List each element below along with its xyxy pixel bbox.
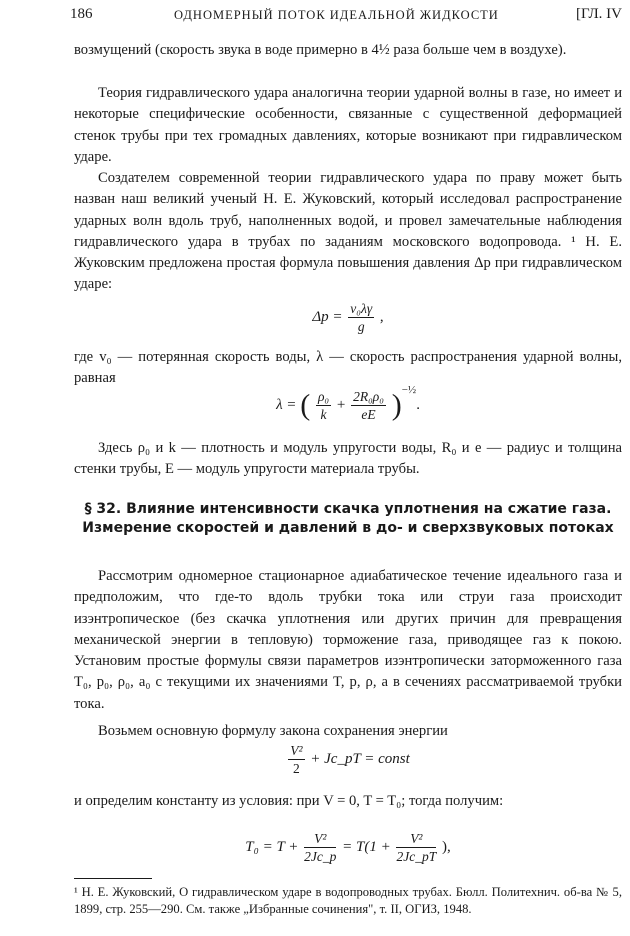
fraction: $\frac{\text{ρ₀}}{k}$ bbox=[317, 389, 330, 423]
paragraph-8: и определим константу из условия: при V = 0, T = T₀; тогда получим: bbox=[74, 793, 504, 809]
page-header bbox=[70, 6, 626, 28]
equation-energy: $\frac{\text{V²}}{2}$ + Jc_pT = const bbox=[290, 743, 410, 776]
paragraph-5: Здесь ρ₀ и k — плотность и модуль упругости воды, R₀ и e — радиус и толщина стенки трубы, E — модуль упругости материала трубы. bbox=[74, 440, 622, 478]
section-heading: § 32. Влияние интенсивности скачка уплотнения на сжатие газа. Измерение скоростей и давлений в до- и сверхзвуковых потоках bbox=[82, 501, 614, 536]
page-number: 186 bbox=[70, 6, 93, 22]
running-title: ОДНОМЕРНЫЙ ПОТОК ИДЕАЛЬНОЙ ЖИДКОСТИ bbox=[174, 8, 499, 22]
footnote-divider bbox=[74, 878, 152, 879]
paragraph-6: Рассмотрим одномерное стационарное адиабатическое течение идеального газа и предположим, что где-то вдоль трубки тока или струи газа происходит изэнтропическое (без скачка уплотнения или других причин для превращения механической энергии в тепловую) торможение газа, приводящее газ к покою. Установим простые формулы связи параметров изэнтропически заторможенного газа T₀, p₀, ρ₀, a₀ с текущими их значениями T, p, ρ, a в сечениях рассматриваемой трубки тока. bbox=[74, 568, 622, 712]
equation-delta-p: Δp = $\frac{\text{v₀λγ}}{g}$ , bbox=[312, 301, 384, 334]
equation-t0: T₀ = T + $\frac{\text{V²}}{2Jc\_p}$ = T(1 + $\frac{\text{V²}}{2Jc\_pT}$ ), bbox=[245, 831, 451, 864]
paragraph-2: Теория гидравлического удара аналогична теории ударной волны в газе, но имеет и некоторые специфические особенности, связанные с существенной деформацией стенок трубы при тех громадных давлениях, которые возникают при гидравлическом ударе. bbox=[74, 85, 622, 165]
paragraph-1: возмущений (скорость звука в воде примерно в 4½ раза больше чем в воздухе). bbox=[74, 42, 567, 58]
paragraph-3: Создателем современной теории гидравлического удара по праву может быть назван наш великий ученый Н. Е. Жуковский, который исследовал распространение ударных волн вдоль труб, наполненных водой, и провел замечательные наблюдения гидравлического удара в трубах по заданиям московского водопровода. ¹ Н. Е. Жуковским предложена простая формула повышения давления Δp при гидравлическом ударе: bbox=[74, 170, 622, 293]
fraction: $\frac{\text{V²}}{2Jc\_pT}$ bbox=[396, 831, 437, 864]
fraction: $\frac{\text{V²}}{2}$ bbox=[290, 743, 303, 776]
fraction: $\frac{\text{V²}}{2Jc\_p}$ bbox=[304, 831, 337, 864]
fraction: $\frac{\text{v₀λγ}}{g}$ bbox=[350, 301, 373, 334]
paragraph-4: где v₀ — потерянная скорость воды, λ — скорость распространения ударной волны, равная bbox=[74, 349, 622, 387]
paragraph-7: Возьмем основную формулу закона сохранения энергии bbox=[98, 723, 448, 739]
footnote: ¹ Н. Е. Жуковский, О гидравлическом ударе в водопроводных трубах. Бюлл. Политехнич. об-ва № 5, 1899, стр. 255—290. См. также „Избранные сочинения", т. II, ОГИЗ, 1948. bbox=[74, 885, 622, 916]
equation-lambda: λ = ( $\frac{\text{ρ₀}}{k}$ + $\frac{\text{2R₀ρ₀}}{eE}$ )$^{-\frac{1}{2}}$. bbox=[276, 384, 420, 423]
fraction: $\frac{\text{2R₀ρ₀}}{eE}$ bbox=[353, 389, 384, 423]
chapter-label: [ГЛ. IV bbox=[575, 6, 622, 22]
